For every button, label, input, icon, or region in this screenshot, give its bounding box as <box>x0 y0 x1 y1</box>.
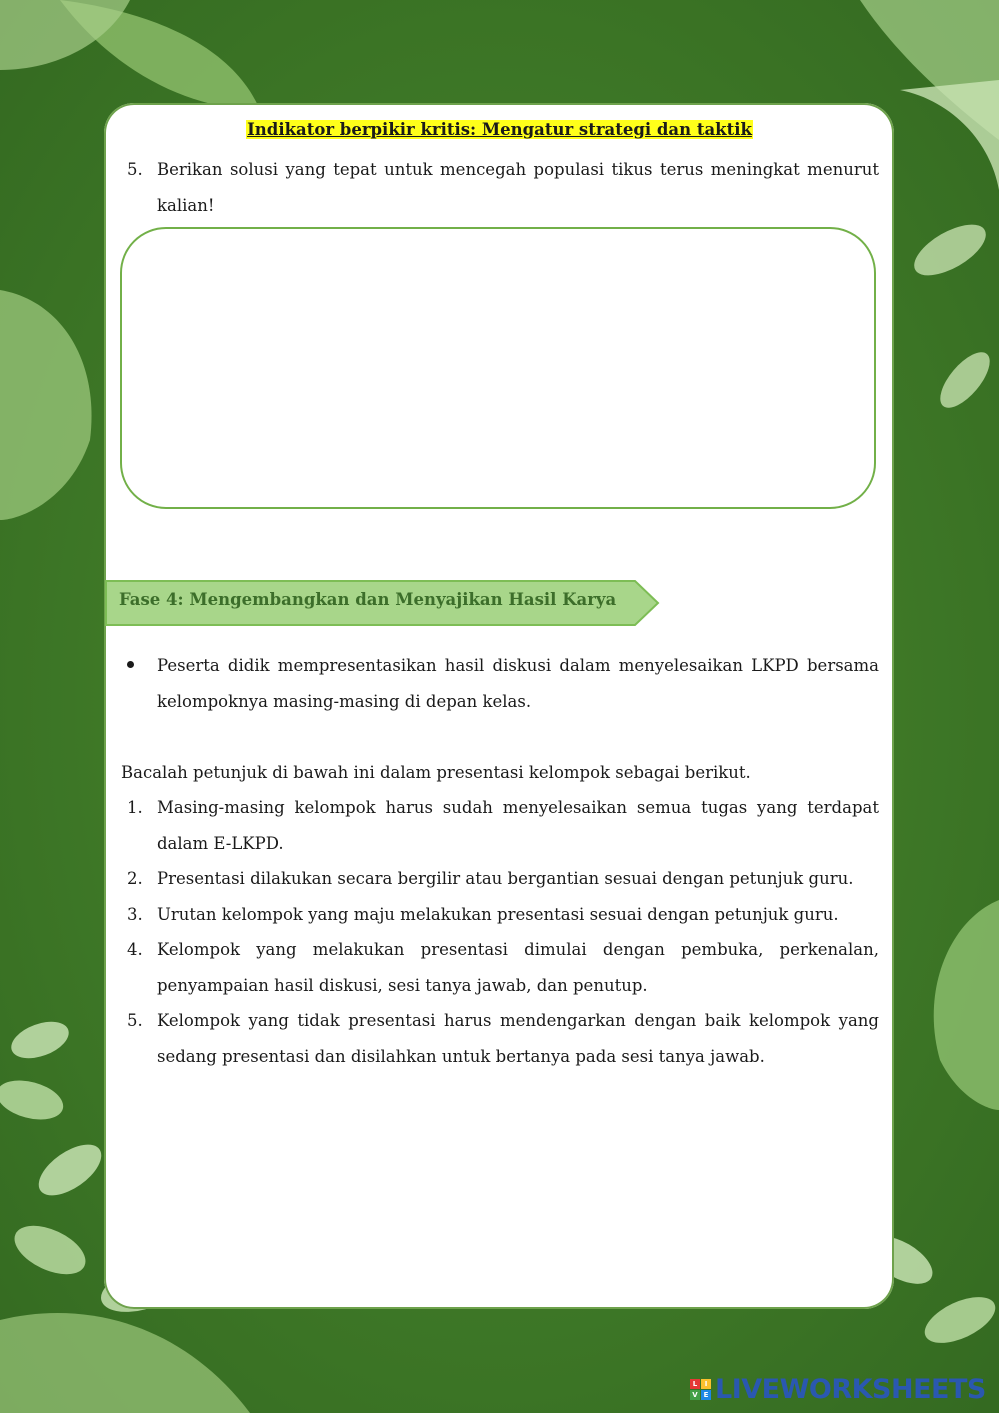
list-item-text: Kelompok yang tidak presentasi harus mendengarkan dengan baik kelompok yang sedang presentasi dan disilahkan untuk bertanya pada sesi tanya jawab. <box>157 1011 879 1066</box>
indicator-heading-text: Indikator berpikir kritis: Mengatur strategi dan taktik <box>247 120 752 139</box>
instructions-intro: Bacalah petunjuk di bawah ini dalam presentasi kelompok sebagai berikut. <box>121 763 751 782</box>
list-item-number: 2. <box>127 869 143 888</box>
bullet-text: Peserta didik mempresentasikan hasil diskusi dalam menyelesaikan LKPD bersama kelompoknya masing-masing di depan kelas. <box>157 656 879 711</box>
logo-letter-e: E <box>701 1390 711 1400</box>
logo-letter-l: L <box>690 1379 700 1389</box>
list-item <box>127 932 879 1003</box>
list-item <box>127 861 879 897</box>
bullet-item <box>127 648 879 719</box>
list-item <box>127 1003 879 1074</box>
list-item-number: 4. <box>127 940 143 959</box>
question-text: Berikan solusi yang tepat untuk mencegah populasi tikus terus meningkat menurut kalian! <box>157 160 879 215</box>
list-item-number: 5. <box>127 1011 143 1030</box>
indicator-heading <box>0 120 999 139</box>
bullet-icon <box>127 661 134 668</box>
logo-letter-i: I <box>701 1379 711 1389</box>
phase-banner <box>105 580 665 626</box>
logo-text: LIVEWORKSHEETS <box>715 1373 986 1405</box>
question-5 <box>127 152 879 223</box>
list-item-text: Presentasi dilakukan secara bergilir atau bergantian sesuai dengan petunjuk guru. <box>157 869 854 888</box>
list-item-number: 1. <box>127 798 143 817</box>
list-item-text: Kelompok yang melakukan presentasi dimulai dengan pembuka, perkenalan, penyampaian hasil diskusi, sesi tanya jawab, dan penutup. <box>157 940 879 995</box>
phase-title: Fase 4: Mengembangkan dan Menyajikan Hasil Karya <box>119 590 617 609</box>
logo-letter-v: V <box>690 1390 700 1400</box>
answer-textbox[interactable] <box>120 227 876 509</box>
list-item <box>127 897 879 933</box>
liveworksheets-logo <box>690 1373 986 1405</box>
list-item-text: Urutan kelompok yang maju melakukan presentasi sesuai dengan petunjuk guru. <box>157 904 839 924</box>
list-item <box>127 790 879 861</box>
list-item-text: Masing-masing kelompok harus sudah menyelesaikan semua tugas yang terdapat dalam E-LKPD. <box>157 798 879 853</box>
question-number: 5. <box>127 160 143 179</box>
list-item-number: 3. <box>127 904 143 924</box>
logo-icon <box>690 1379 711 1400</box>
instructions-list <box>127 790 879 1074</box>
